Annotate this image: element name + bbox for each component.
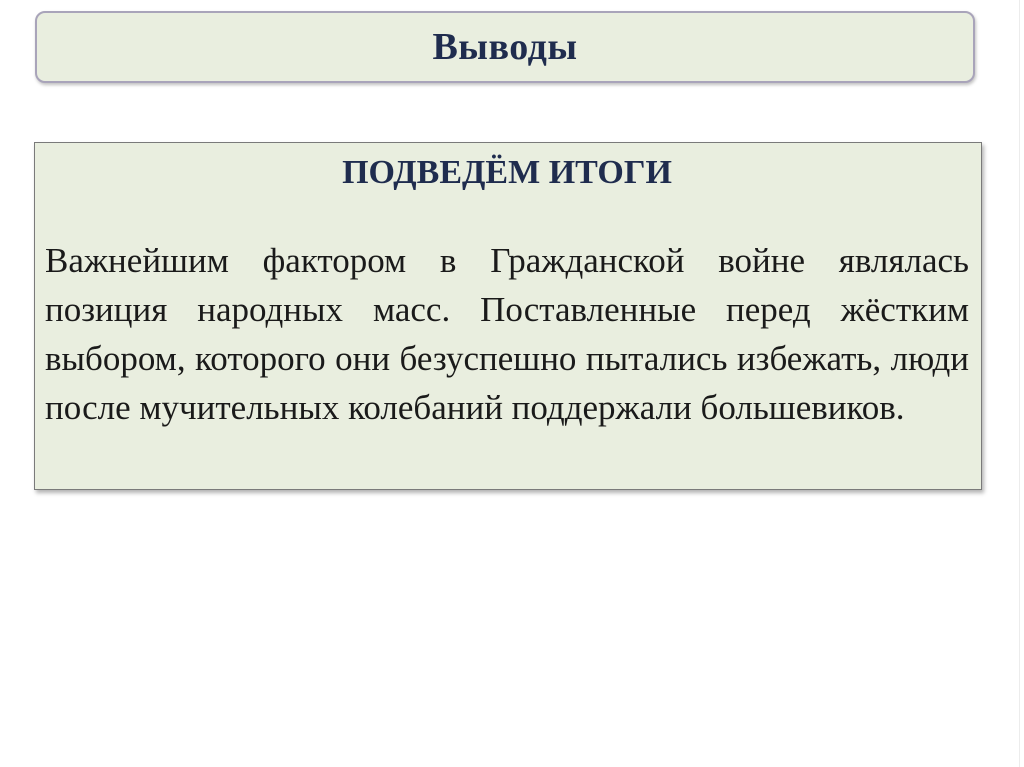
summary-heading: ПОДВЕДЁМ ИТОГИ xyxy=(342,154,672,191)
slide-title: Выводы xyxy=(432,26,578,68)
title-banner xyxy=(35,11,975,83)
summary-body-text: Важнейшим фактором в Гражданской войне являлась позиция народных масс. Поставленные перед жёстким выбором, которого они безуспешно пытались избежать, люди после мучительных колебаний поддержали большевиков. xyxy=(45,241,969,427)
slide-edge-divider xyxy=(1019,0,1020,767)
summary-panel xyxy=(34,142,982,490)
